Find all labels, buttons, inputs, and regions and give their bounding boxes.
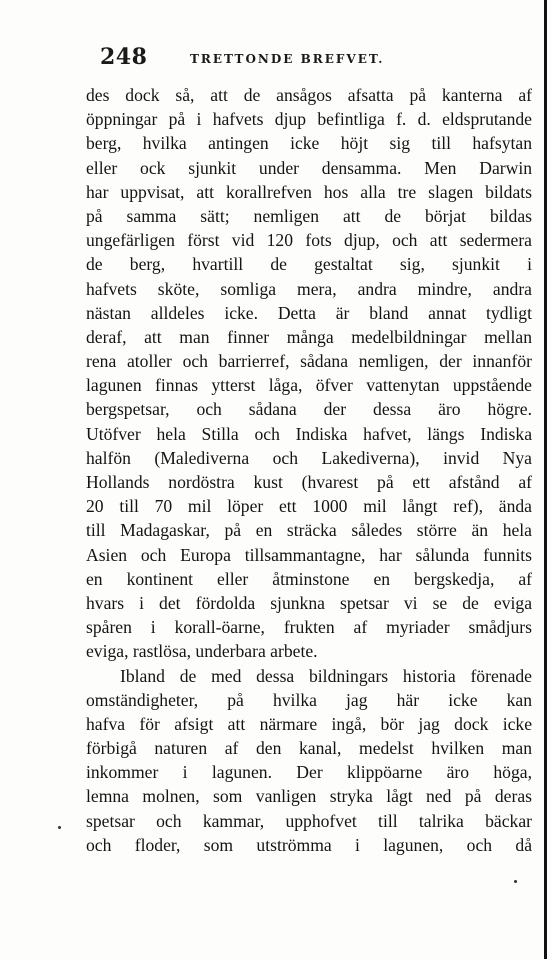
text-line: 20 till 70 mil löper ett 1000 mil långt ref), ända <box>86 496 532 517</box>
text-line: rena atoller och barrierref, sådana nemligen, der innanför <box>86 351 532 372</box>
text-line: en kontinent eller åtminstone en bergskedja, af <box>86 568 532 589</box>
text-line: deraf, att man finner många medelbildningar mellan <box>86 326 532 347</box>
text-line: Utöfver hela Stilla och Indiska hafvet, längs Indiska <box>86 423 532 444</box>
text-line: hafvets sköte, somliga mera, andra mindre, andra <box>86 278 532 299</box>
body-text <box>86 83 532 857</box>
text-line: Ibland de med dessa bildningars historia förenade <box>120 665 532 686</box>
text-line: des dock så, att de ansågos afsatta på kanterna af <box>86 85 532 105</box>
text-line: har uppvisat, att korallrefven hos alla tre slagen bildats <box>86 181 532 202</box>
text-line: eviga, rastlösa, underbara arbete. <box>86 641 318 662</box>
text-line: på samma sätt; nemligen att de börjat bildas <box>86 205 532 226</box>
text-line: spetsar och kammar, upphofvet till talrika bäckar <box>86 810 532 831</box>
running-title: TRETTONDE BREFVET. <box>190 52 385 66</box>
text-line: eller ock sjunkit under densamma. Men Darwin <box>86 157 532 178</box>
text-line: Hollands nordöstra kust (hvarest på ett afstånd af <box>86 472 532 492</box>
text-line: hafva för afsigt att närmare ingå, bör jag dock icke <box>86 713 532 734</box>
text-line: förbigå naturen af den kanal, medelst hvilken man <box>86 738 532 759</box>
text-line: bergspetsar, och sådana der dessa äro högre. <box>86 399 532 420</box>
text-line: till Madagaskar, på en sträcka således större än hela <box>86 520 532 541</box>
text-line: och floder, som utströmma i lagunen, och då <box>86 834 532 855</box>
text-line: lagunen finnas ytterst låga, öfver vattenytan uppstående <box>86 375 532 396</box>
text-line: ungefärligen först vid 120 fots djup, och att sedermera <box>86 230 532 251</box>
text-line: de berg, hvartill de gestaltat sig, sjunkit i <box>86 254 532 275</box>
text-line: nästan alldeles icke. Detta är bland annat tydligt <box>86 302 532 323</box>
text-line: Asien och Europa tillsammantagne, har sålunda funnits <box>86 544 532 565</box>
page-edge-shadow <box>544 0 547 959</box>
text-line: inkommer i lagunen. Der klippöarne äro höga, <box>86 762 532 783</box>
text-line: lemna molnen, som vanligen stryka lågt ned på deras <box>86 786 532 807</box>
text-line: halfön (Malediverna och Lakediverna), invid Nya <box>86 447 532 468</box>
text-line: öppningar på i hafvets djup befintliga f. d. eldsprutande <box>86 109 532 130</box>
page-header <box>100 44 440 74</box>
text-line: omständigheter, på hvilka jag här icke kan <box>86 689 532 710</box>
text-line: hvars i det fördolda sjunkna spetsar vi se de eviga <box>86 592 532 613</box>
text-line: berg, hvilka antingen icke höjt sig till hafsytan <box>86 133 532 154</box>
page-number: 248 <box>100 44 148 70</box>
ink-speck <box>58 826 61 829</box>
text-line: spåren i korall-öarne, frukten af myriader smådjurs <box>86 617 532 638</box>
ink-speck <box>514 880 517 883</box>
